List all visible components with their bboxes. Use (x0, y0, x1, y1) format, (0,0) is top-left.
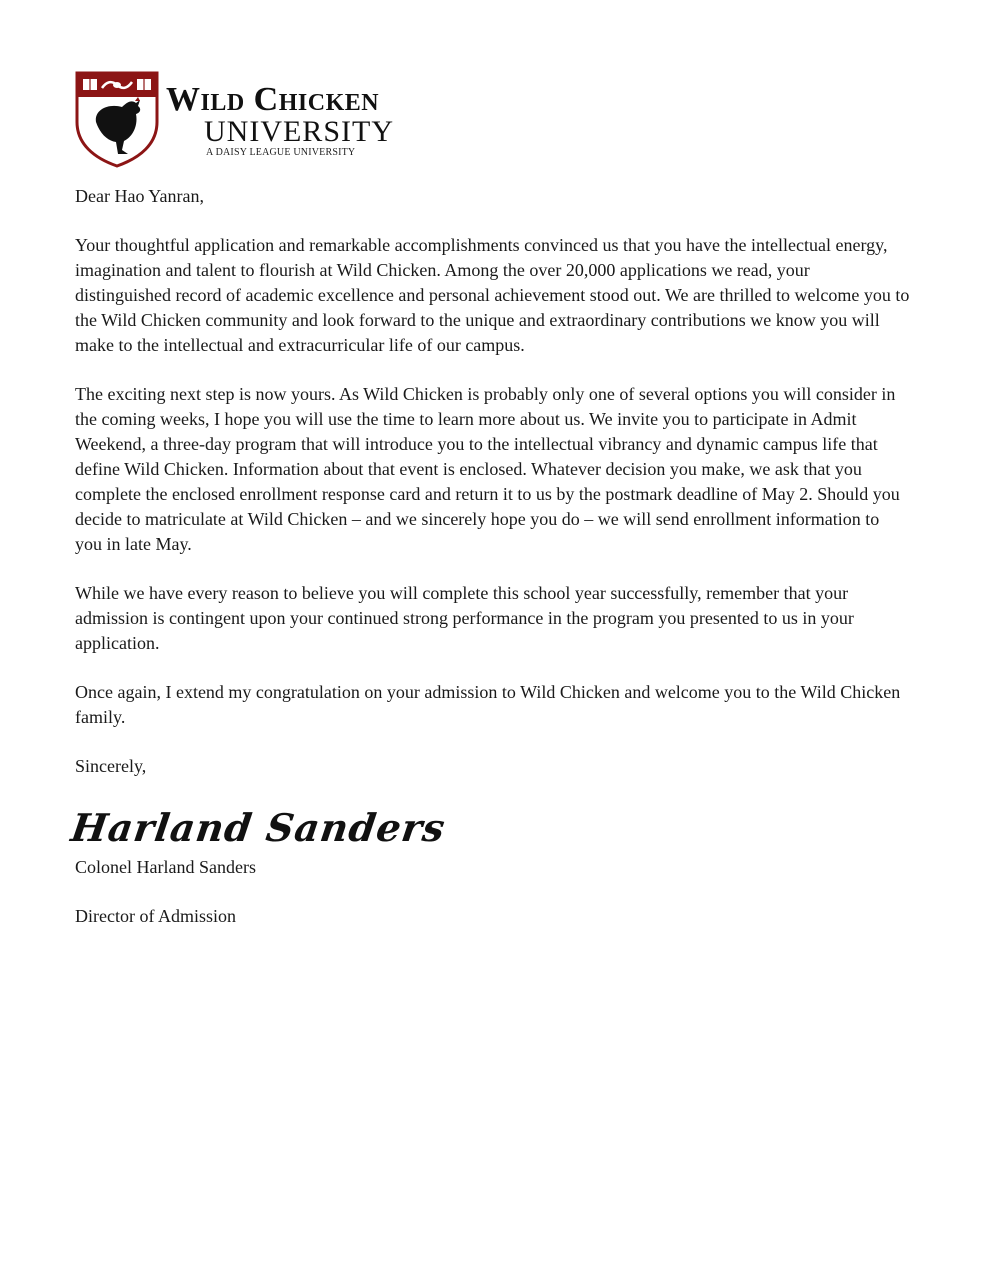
closing: Sincerely, (75, 756, 147, 776)
university-wordmark (166, 82, 436, 160)
paragraph-3: While we have every reason to believe you will complete this school year successfully, remember that your admission is contingent upon your continued strong performance in the program you presented to us in your application. (75, 583, 854, 653)
signer-name: Colonel Harland Sanders (75, 857, 256, 877)
university-subtitle: UNIVERSITY (204, 115, 394, 148)
paragraph-1: Your thoughtful application and remarkable accomplishments convinced us that you have the intellectual energy, imagination and talent to flourish at Wild Chicken. Among the over 20,000 applications we read, your distinguished record of academic excellence and personal achievement stood out. We are thrilled to welcome you to the Wild Chicken community and look forward to the unique and extraordinary contributions we know you will make to the intellectual and extracurricular life of our campus. (75, 235, 910, 355)
university-tagline: A DAISY LEAGUE UNIVERSITY (206, 147, 356, 158)
salutation: Dear Hao Yanran, (75, 186, 204, 206)
paragraph-4: Once again, I extend my congratulation on your admission to Wild Chicken and welcome you to the Wild Chicken family. (75, 682, 901, 727)
signature-image (68, 803, 449, 851)
university-name: Wild Chicken (166, 81, 380, 118)
chicken-crest-icon (74, 70, 160, 168)
letterhead (74, 70, 434, 170)
letter-body (68, 184, 910, 953)
paragraph-2: The exciting next step is now yours. As Wild Chicken is probably only one of several options you will consider in the coming weeks, I hope you will use the time to learn more about us. We invite you to participate in Admit Weekend, a three-day program that will introduce you to the intellectual vibrancy and dynamic campus life that define Wild Chicken. Information about that event is enclosed. Whatever decision you make, we ask that you complete the enclosed enrollment response card and return it to us by the postmark deadline of May 2. Should you decide to matriculate at Wild Chicken – and we sincerely hope you do – we will send enrollment information to you in late May. (75, 384, 900, 554)
signer-title: Director of Admission (75, 906, 236, 926)
svg-text:Harland Sanders: Harland Sanders (68, 806, 449, 851)
